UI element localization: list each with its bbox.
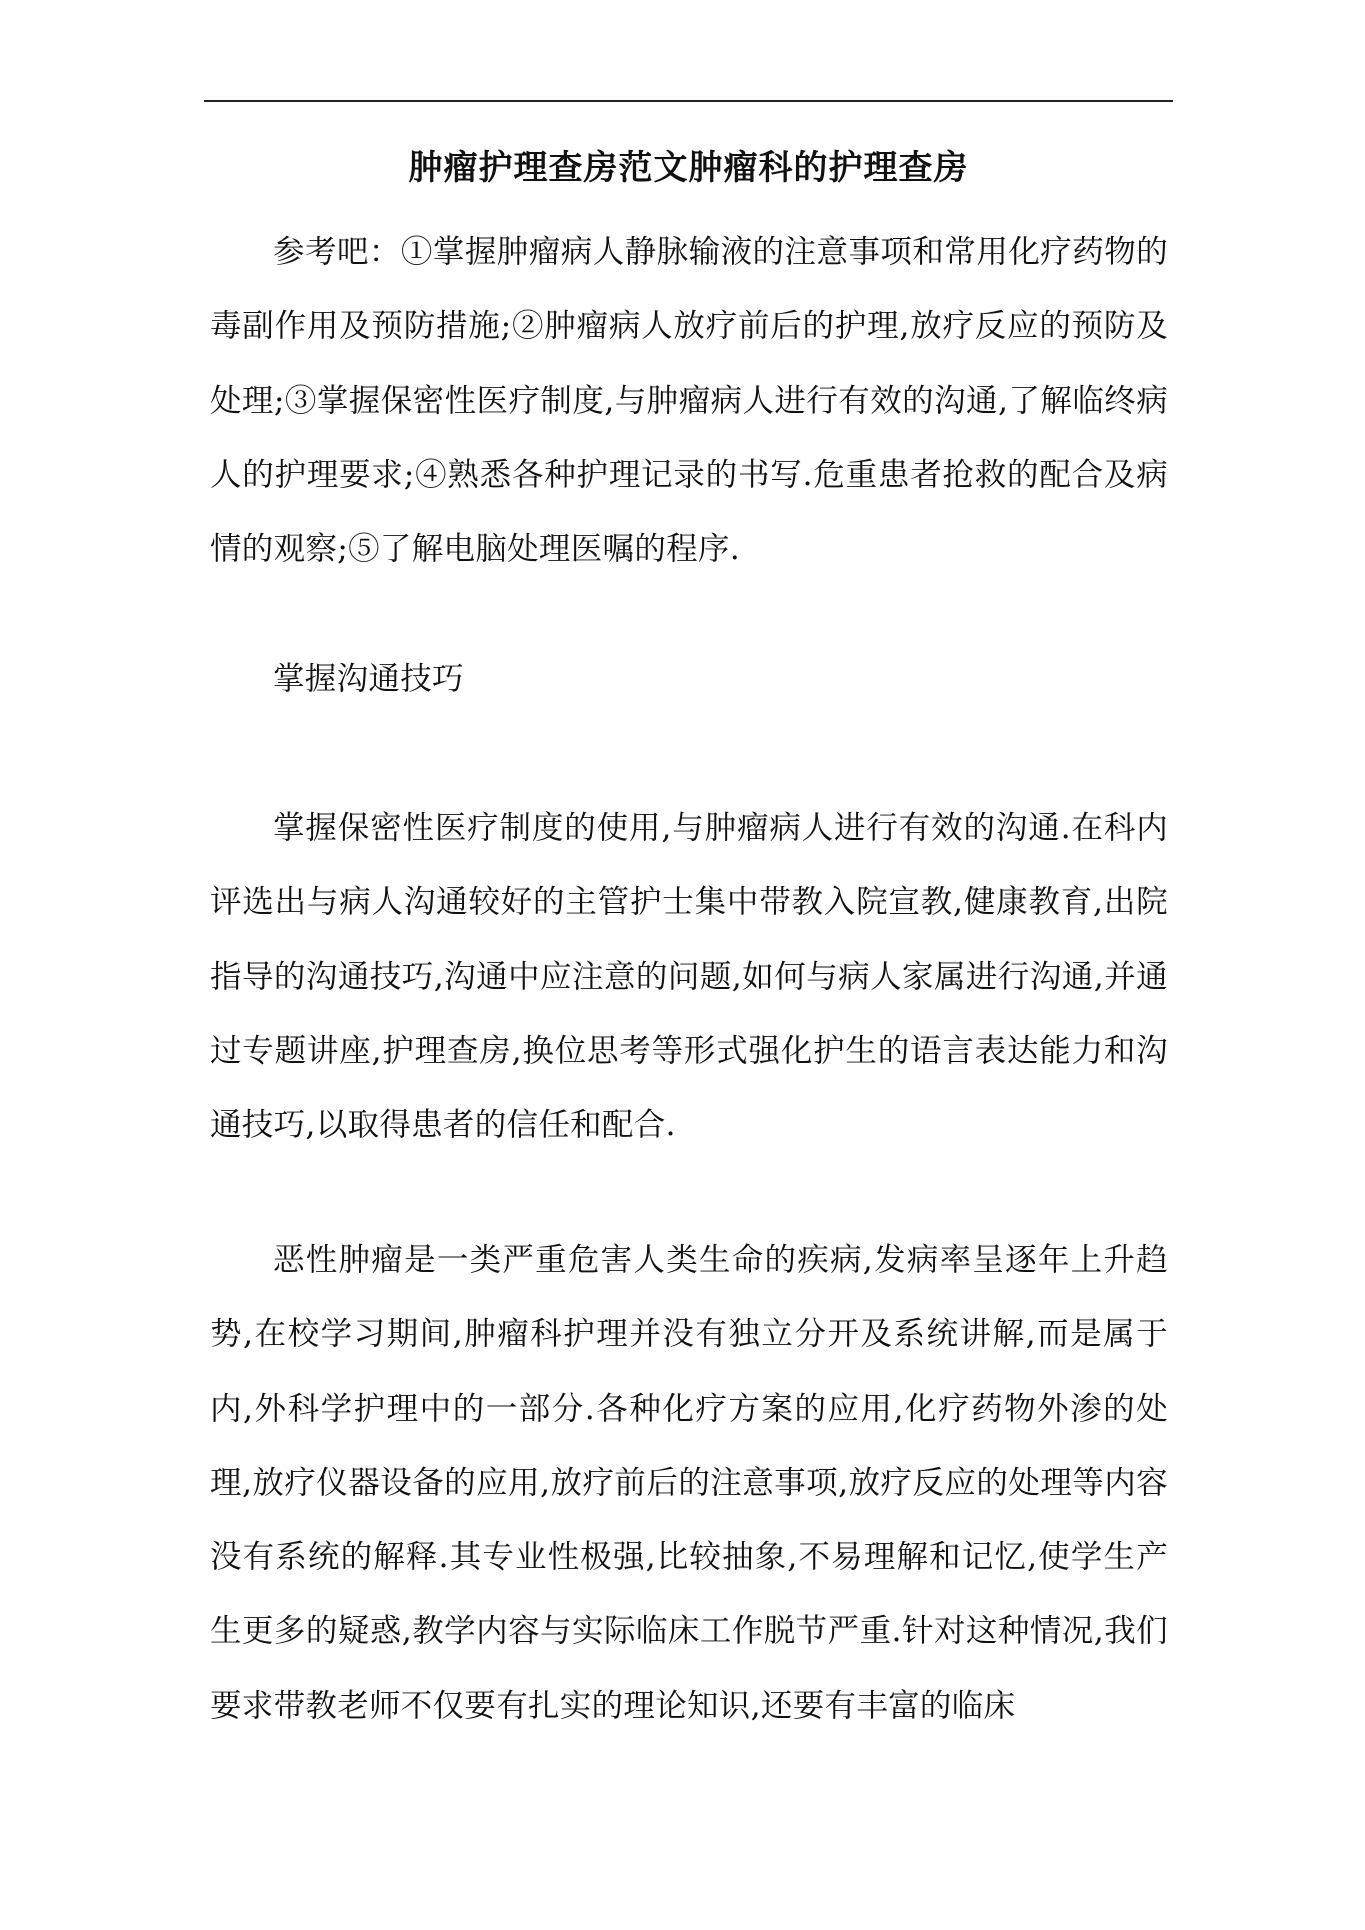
document-title: 肿瘤护理查房范文肿瘤科的护理查房 xyxy=(408,148,969,188)
section-heading-communication: 掌握沟通技巧 xyxy=(273,661,464,697)
paragraph-communication: 掌握保密性医疗制度的使用,与肿瘤病人进行有效的沟通.在科内评选出与病人沟通较好的主管护士集中带教入院宣教,健康教育,出院指导的沟通技巧,沟通中应注意的问题,如何与病人家属进行沟通,并通过专题讲座,护理查房,换位思考等形式强化护生的语言表达能力和沟通技巧,以取得患者的信任和配合. xyxy=(210,810,1168,1144)
paragraph-oncology: 恶性肿瘤是一类严重危害人类生命的疾病,发病率呈逐年上升趋势,在校学习期间,肿瘤科护理并没有独立分开及系统讲解,而是属于内,外科学护理中的一部分.各种化疗方案的应用,化疗药物外渗的处理,放疗仪器设备的应用,放疗前后的注意事项,放疗反应的处理等内容没有系统的解释.其专业性极强,比较抽象,不易理解和记忆,使学生产生更多的疑惑,教学内容与实际临床工作脱节严重.针对这种情况,我们要求带教老师不仅要有扎实的理论知识,还要有丰富的临床 xyxy=(210,1242,1168,1724)
paragraph-objectives: 参考吧：①掌握肿瘤病人静脉输液的注意事项和常用化疗药物的毒副作用及预防措施;②肿瘤病人放疗前后的护理,放疗反应的预防及处理;③掌握保密性医疗制度,与肿瘤病人进行有效的沟通,了解临终病人的护理要求;④熟悉各种护理记录的书写.危重患者抢救的配合及病情的观察;⑤了解电脑处理医嘱的程序. xyxy=(210,234,1168,568)
header-rule xyxy=(204,100,1173,102)
